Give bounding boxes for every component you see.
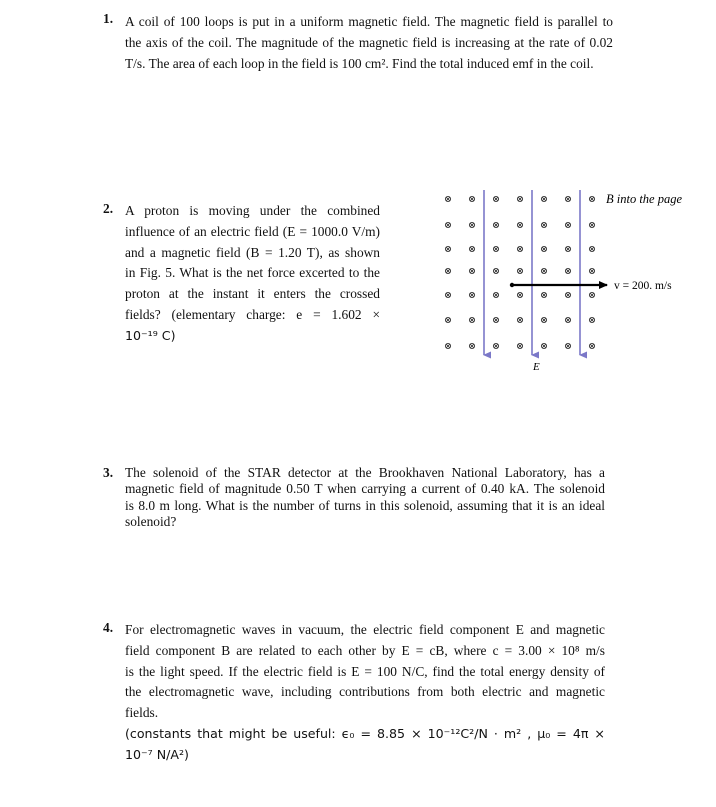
b-field-cross-symbol <box>589 343 594 348</box>
question-line: in Fig. 5. What is the net force excerted to the <box>125 265 380 281</box>
b-field-cross-symbol <box>541 317 546 322</box>
b-field-cross-symbol <box>469 268 474 273</box>
b-field-cross-symbol <box>493 222 498 227</box>
b-field-cross-symbol <box>517 343 522 348</box>
field-diagram <box>430 182 700 377</box>
b-field-cross-symbol <box>469 343 474 348</box>
question-line: solenoid? <box>125 513 177 529</box>
b-field-cross-symbol <box>493 343 498 348</box>
question-number: 4. <box>103 620 114 635</box>
b-field-cross-symbol <box>541 222 546 227</box>
b-field-cross-symbol <box>445 317 450 322</box>
question-line: is the light speed. If the electric field is E = 100 N/C, find the total energy density of <box>125 663 605 679</box>
question-number: 3. <box>103 465 114 480</box>
b-field-cross-symbol <box>469 246 474 251</box>
b-field-cross-symbol <box>445 343 450 348</box>
magnetic-field-symbols <box>445 196 594 348</box>
b-field-cross-symbol <box>589 222 594 227</box>
b-field-cross-symbol <box>469 222 474 227</box>
b-field-cross-symbol <box>589 268 594 273</box>
b-field-cross-symbol <box>493 196 498 201</box>
b-field-cross-symbol <box>565 292 570 297</box>
b-field-cross-symbol <box>493 292 498 297</box>
question-line: influence of an electric field (E = 1000.0 V/m) <box>125 223 380 239</box>
b-field-cross-symbol <box>541 196 546 201</box>
b-field-label: B into the page <box>606 192 683 206</box>
question-line: A coil of 100 loops is put in a uniform magnetic field. The magnetic field is parallel to <box>125 14 613 29</box>
b-field-cross-symbol <box>517 196 522 201</box>
b-field-cross-symbol <box>565 317 570 322</box>
question-line: magnetic field of magnitude 0.50 T when carrying a current of 0.40 kA. The solenoid <box>125 481 605 497</box>
question-line: A proton is moving under the combined <box>125 203 380 218</box>
b-field-cross-symbol <box>589 292 594 297</box>
question-line: 10⁻¹⁹ C) <box>125 327 176 343</box>
question-number: 2. <box>103 201 114 216</box>
b-field-cross-symbol <box>541 246 546 251</box>
b-field-cross-symbol <box>493 246 498 251</box>
b-field-cross-symbol <box>469 292 474 297</box>
b-field-cross-symbol <box>445 196 450 201</box>
question-line: (constants that might be useful: ϵ₀ = 8.85 × 10⁻¹²C²/N · m² , μ₀ = 4π × <box>125 725 605 741</box>
b-field-cross-symbol <box>517 246 522 251</box>
b-field-cross-symbol <box>517 317 522 322</box>
question-line: proton at the instant it enters the crossed <box>125 286 380 302</box>
b-field-cross-symbol <box>493 317 498 322</box>
question-line: fields. <box>125 705 159 721</box>
b-field-cross-symbol <box>565 343 570 348</box>
b-field-cross-symbol <box>589 196 594 201</box>
question-line: T/s. The area of each loop in the field is 100 cm². Find the total induced emf in the coil. <box>125 56 594 71</box>
b-field-cross-symbol <box>541 292 546 297</box>
b-field-cross-symbol <box>517 268 522 273</box>
b-field-cross-symbol <box>541 268 546 273</box>
question-line: For electromagnetic waves in vacuum, the electric field component E and magnetic <box>125 622 605 637</box>
question-line: 10⁻⁷ N/A²) <box>125 746 189 762</box>
b-field-cross-symbol <box>445 268 450 273</box>
velocity-label: v = 200. m/s <box>614 280 672 292</box>
b-field-cross-symbol <box>565 222 570 227</box>
b-field-cross-symbol <box>589 246 594 251</box>
question-number: 1. <box>103 11 114 26</box>
b-field-cross-symbol <box>493 268 498 273</box>
b-field-cross-symbol <box>517 292 522 297</box>
b-field-cross-symbol <box>541 343 546 348</box>
question-line: the axis of the coil. The magnitude of the magnetic field is increasing at the rate of 0.02 <box>125 35 613 50</box>
b-field-cross-symbol <box>469 196 474 201</box>
question-line: field component B are related to each other by E = cB, where c = 3.00 × 10⁸ m/s <box>125 642 605 658</box>
question-line: the electromagnetic wave, including contributions from both electric and magnetic <box>125 684 605 700</box>
b-field-cross-symbol <box>445 222 450 227</box>
question-line: The solenoid of the STAR detector at the Brookhaven National Laboratory, has a <box>125 465 605 480</box>
question-line: fields? (elementary charge: e = 1.602 × <box>125 306 380 322</box>
question-line: and a magnetic field (B = 1.20 T), as shown <box>125 244 380 260</box>
b-field-cross-symbol <box>565 268 570 273</box>
b-field-cross-symbol <box>589 317 594 322</box>
b-field-cross-symbol <box>517 222 522 227</box>
b-field-cross-symbol <box>565 196 570 201</box>
e-field-label: E⃗ <box>533 361 549 373</box>
b-field-cross-symbol <box>469 317 474 322</box>
b-field-cross-symbol <box>565 246 570 251</box>
b-field-cross-symbol <box>445 246 450 251</box>
velocity-vector <box>510 283 607 287</box>
b-field-cross-symbol <box>445 292 450 297</box>
question-line: is 8.0 m long. What is the number of turns in this solenoid, assuming that it is an ideal <box>125 497 605 513</box>
crossed-fields-figure <box>430 182 700 382</box>
